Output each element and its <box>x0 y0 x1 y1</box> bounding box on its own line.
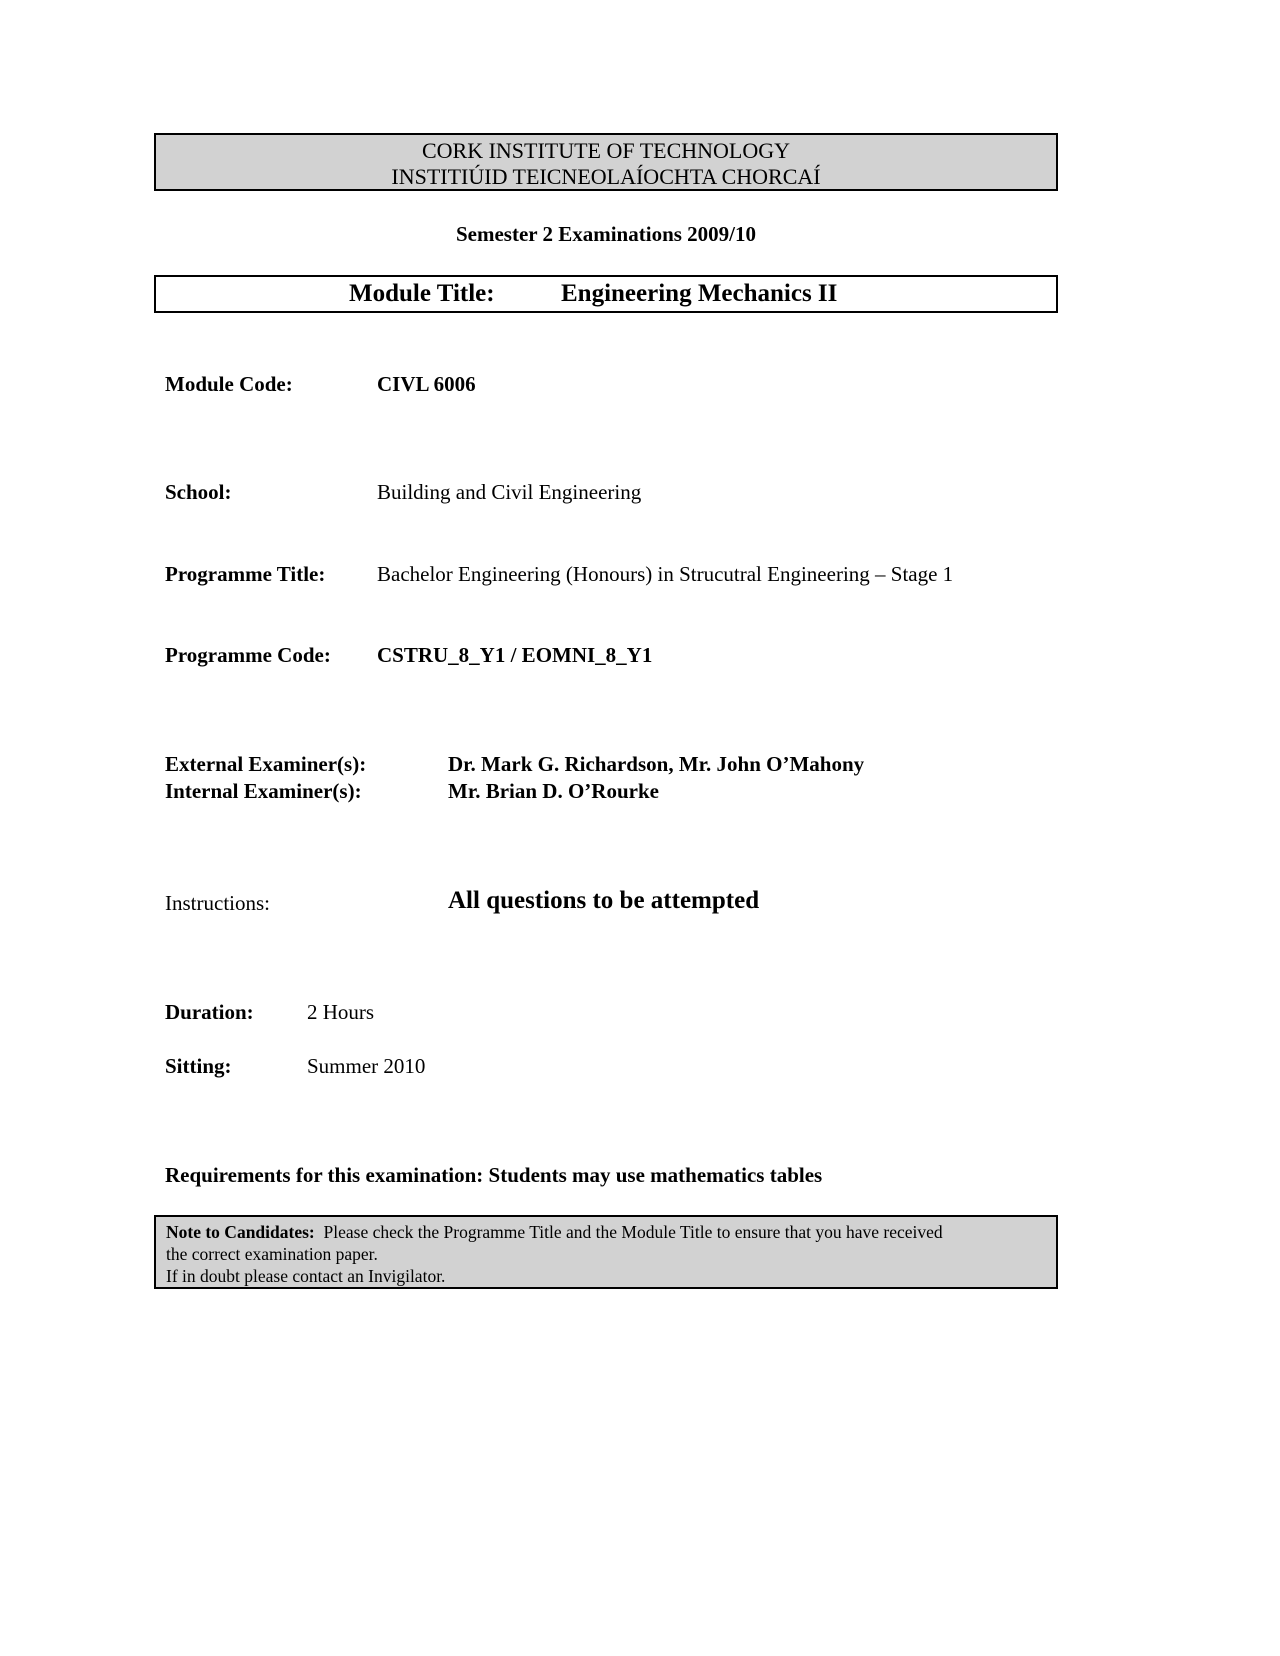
internal-examiners-value: Mr. Brian D. O’Rourke <box>448 779 659 803</box>
sitting-label: Sitting: <box>165 1054 232 1078</box>
duration-value: 2 Hours <box>307 1000 375 1024</box>
exam-semester-heading: Semester 2 Examinations 2009/10 <box>455 222 757 246</box>
note-to-candidates-box <box>154 1215 1058 1289</box>
external-examiners-label: External Examiner(s): <box>165 752 367 776</box>
programme-code-value: CSTRU_8_Y1 / EOMNI_8_Y1 <box>377 643 653 667</box>
requirements-statement: Requirements for this examination: Students may use mathematics tables <box>165 1163 823 1187</box>
instructions-label: Instructions: <box>165 891 270 915</box>
module-title-label: Module Title: <box>349 280 495 307</box>
sitting-value: Summer 2010 <box>307 1054 426 1078</box>
note-text-1: Please check the Programme Title and the Module Title to ensure that you have received <box>314 1222 943 1242</box>
institute-header-box <box>154 133 1058 191</box>
school-label: School: <box>165 480 232 504</box>
module-title-value: Engineering Mechanics II <box>561 280 838 307</box>
note-label: Note to Candidates: <box>166 1222 315 1242</box>
duration-label: Duration: <box>165 1000 254 1024</box>
school-value: Building and Civil Engineering <box>377 480 642 504</box>
programme-title-value: Bachelor Engineering (Honours) in Strucutral Engineering – Stage 1 <box>377 562 954 586</box>
module-code-label: Module Code: <box>165 372 293 396</box>
instructions-value: All questions to be attempted <box>448 887 760 914</box>
note-line-3: If in doubt please contact an Invigilator. <box>166 1266 446 1286</box>
note-line-1 <box>166 1221 1056 1243</box>
institute-name-irish: INSTITIÚID TEICNEOLAÍOCHTA CHORCAÍ <box>391 164 821 189</box>
programme-title-label: Programme Title: <box>165 562 326 586</box>
module-code-value: CIVL 6006 <box>377 372 476 396</box>
module-title-box <box>154 275 1058 313</box>
institute-name-english: CORK INSTITUTE OF TECHNOLOGY <box>421 138 791 163</box>
programme-code-label: Programme Code: <box>165 643 331 667</box>
external-examiners-value: Dr. Mark G. Richardson, Mr. John O’Mahony <box>448 752 865 776</box>
internal-examiners-label: Internal Examiner(s): <box>165 779 362 803</box>
note-line-2: the correct examination paper. <box>166 1244 378 1264</box>
